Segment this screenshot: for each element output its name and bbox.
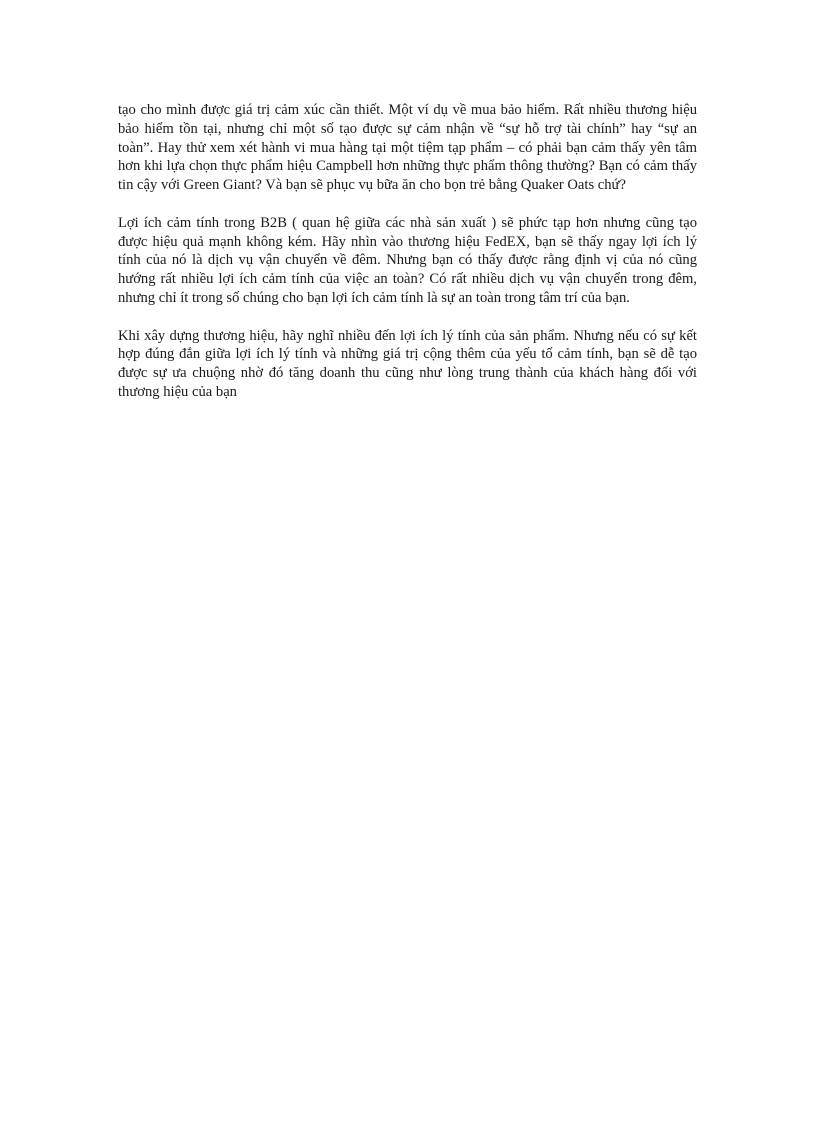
paragraph-brand-building: Khi xây dựng thương hiệu, hãy nghĩ nhiều đến lợi ích lý tính của sản phẩm. Nhưng nếu có sự kết hợp đúng đắn giữa lợi ích lý tính và những giá trị cộng thêm của yếu tố cảm tính, bạn sẽ dễ tạo được sự ưa chuộng nhờ đó tăng doanh thu cũng như lòng trung thành của khách hàng đối với thương hiệu của bạn: [118, 327, 697, 400]
paragraph-emotional-value: tạo cho mình được giá trị cảm xúc cần thiết. Một ví dụ về mua bảo hiểm. Rất nhiều thương hiệu bảo hiểm tồn tại, nhưng chỉ một số tạo được sự cảm nhận về “sự hỗ trợ tài chính” hay “sự an toàn”. Hay thử xem xét hành vi mua hàng tại một tiệm tạp phẩm – có phải bạn cảm thấy yên tâm hơn khi lựa chọn thực phẩm hiệu Campbell hơn những thực phẩm thông thường? Bạn có cảm thấy tin cậy với Green Giant? Và bạn sẽ phục vụ bữa ăn cho bọn trẻ bằng Quaker Oats chứ?: [118, 102, 697, 194]
paragraph-b2b-benefits: Lợi ích cảm tính trong B2B ( quan hệ giữa các nhà sản xuất ) sẽ phức tạp hơn nhưng cũng tạo được hiệu quả mạnh không kém. Hãy nhìn vào thương hiệu FedEX, bạn sẽ thấy ngay lợi ích lý tính của nó là dịch vụ vận chuyển về đêm. Nhưng bạn có thấy được rằng định vị của nó cũng hướng rất nhiều lợi ích cảm tính của việc an toàn? Có rất nhiều dịch vụ vận chuyển trong đêm, nhưng chỉ ít trong số chúng cho bạn lợi ích cảm tính là sự an toàn trong tâm trí của bạn.: [118, 214, 697, 306]
document-body: [118, 101, 697, 421]
